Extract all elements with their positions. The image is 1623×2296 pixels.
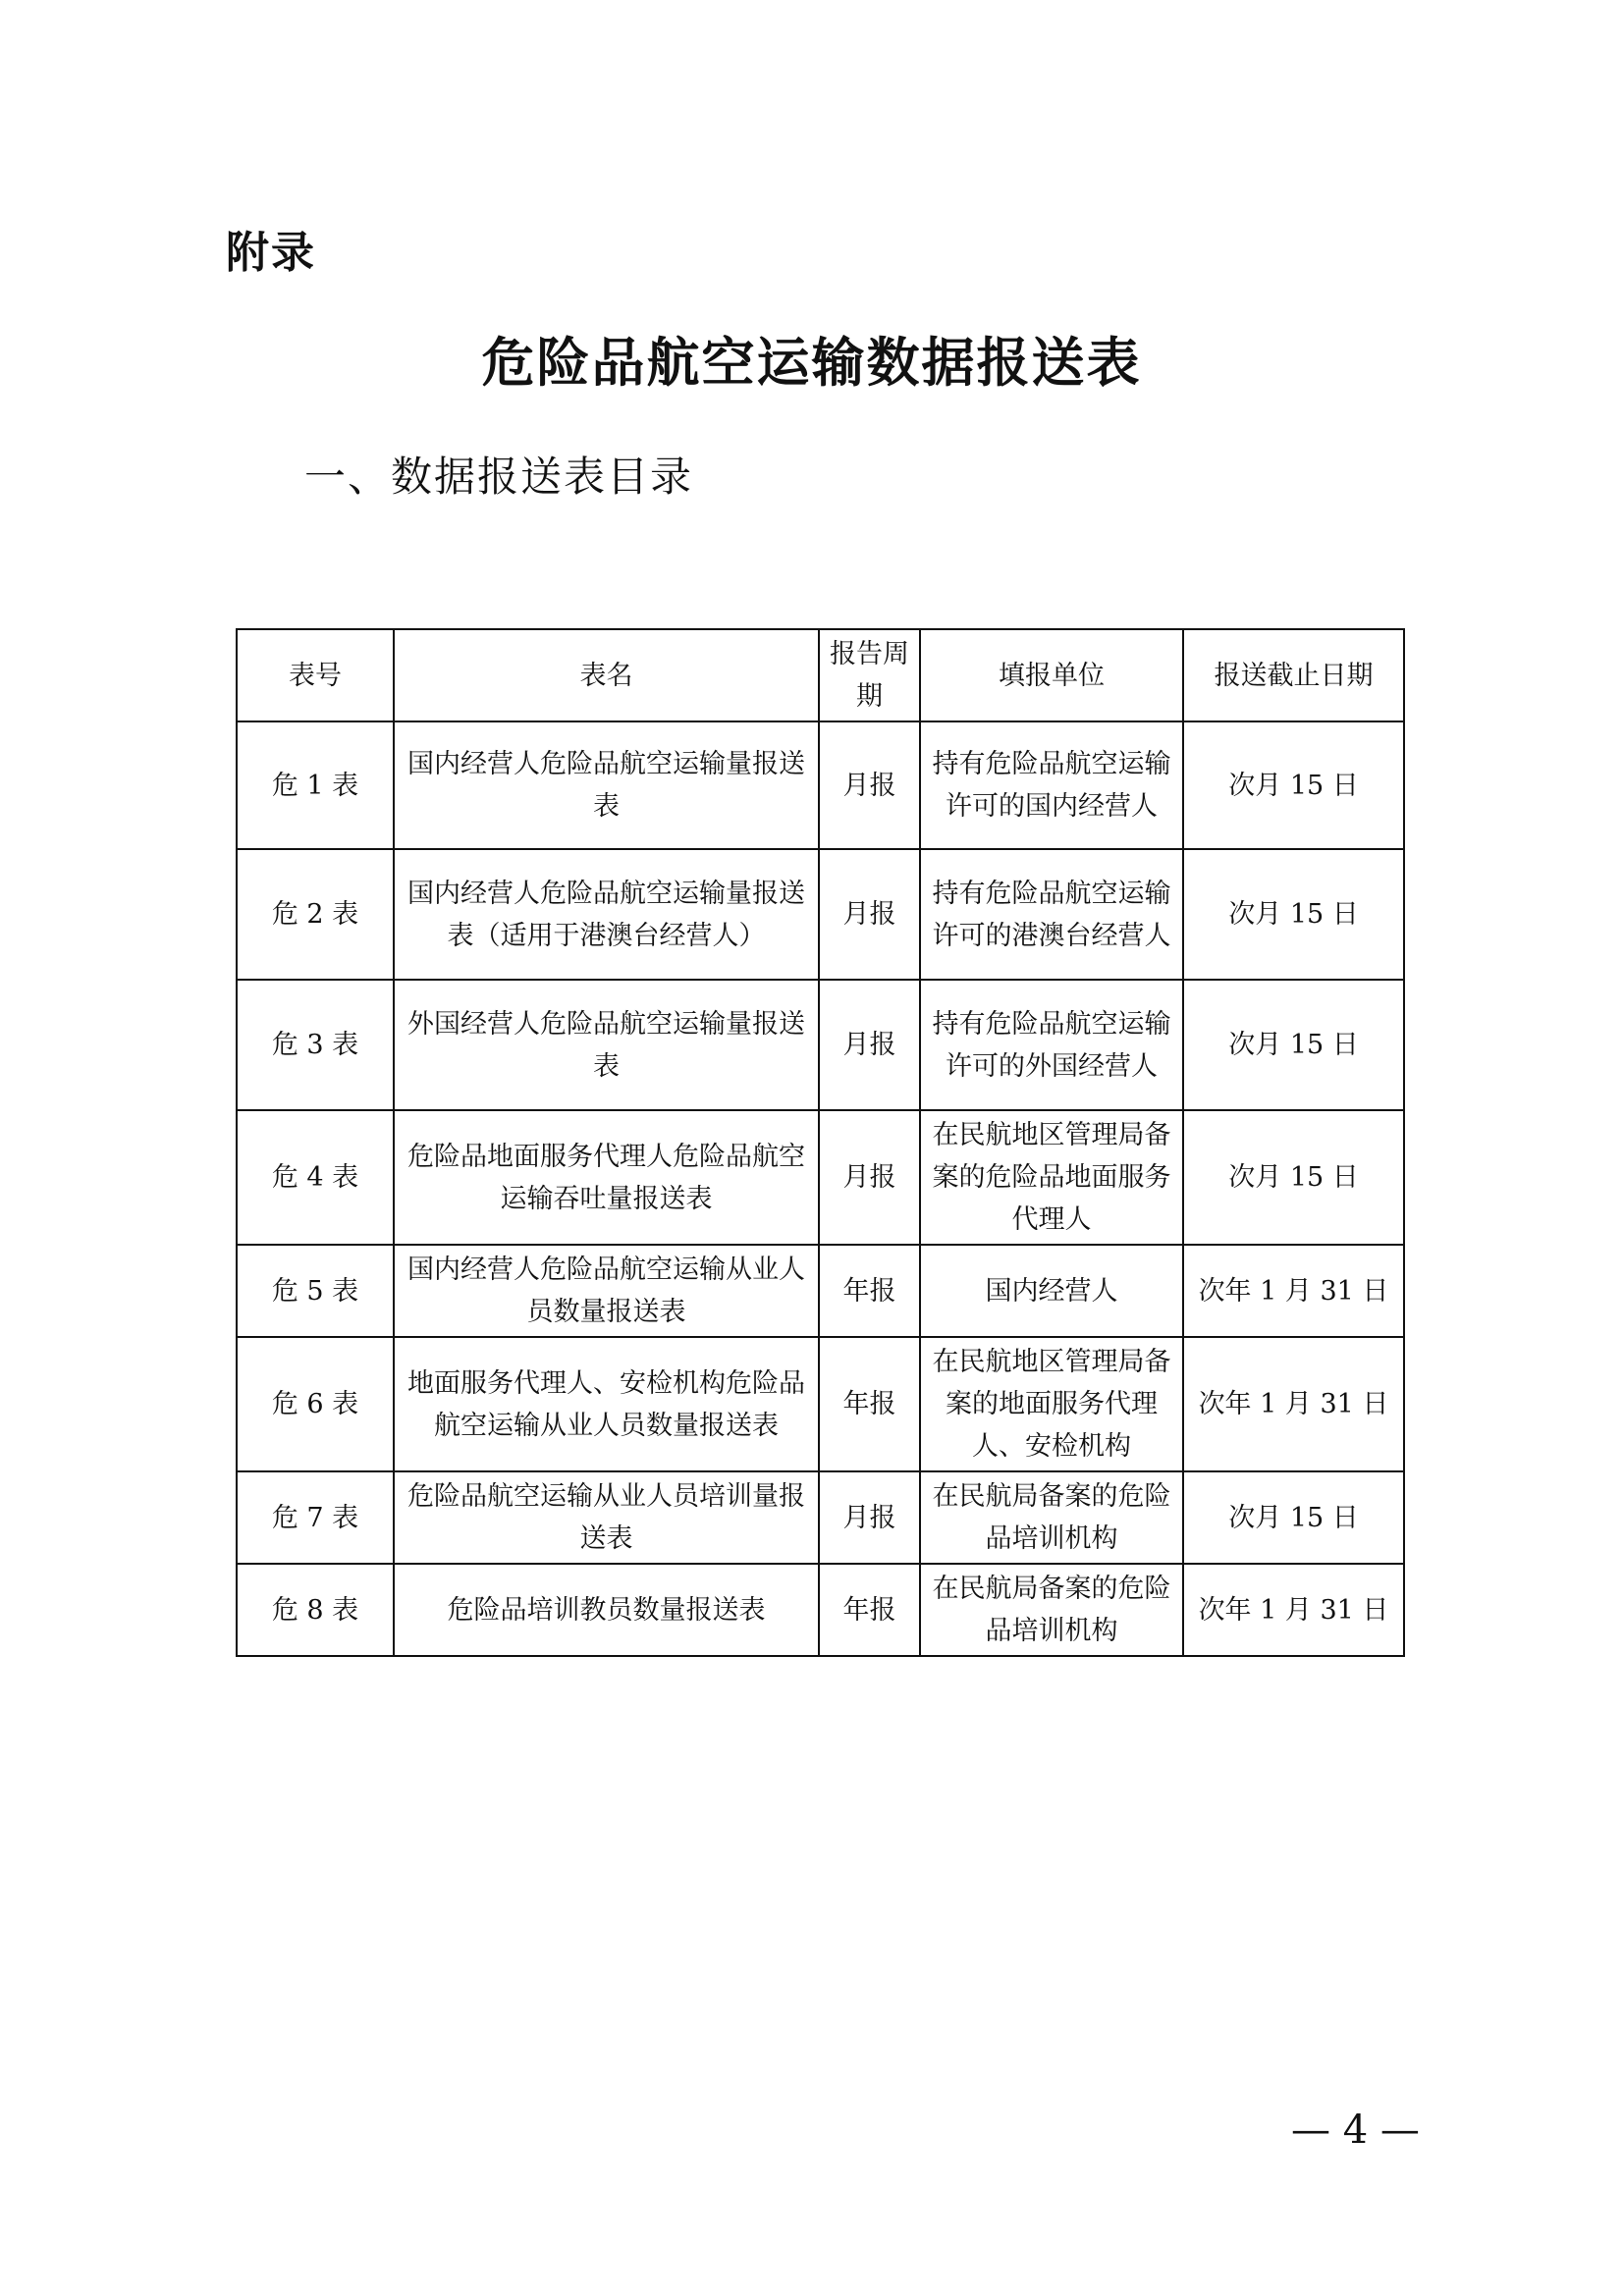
cell-deadline: 次年 1 月 31 日 xyxy=(1183,1337,1404,1471)
cell-table-no: 危 4 表 xyxy=(237,1110,394,1245)
cell-deadline: 次月 15 日 xyxy=(1183,721,1404,849)
cell-reporting-unit: 在民航地区管理局备案的地面服务代理人、安检机构 xyxy=(920,1337,1183,1471)
cell-table-no: 危 6 表 xyxy=(237,1337,394,1471)
cell-reporting-unit: 国内经营人 xyxy=(920,1245,1183,1337)
report-catalog-table xyxy=(236,628,1405,1657)
header-report-period: 报告周期 xyxy=(819,629,920,721)
cell-table-name: 地面服务代理人、安检机构危险品航空运输从业人员数量报送表 xyxy=(394,1337,819,1471)
cell-table-no: 危 3 表 xyxy=(237,980,394,1110)
table-row xyxy=(237,1564,1404,1656)
table-row xyxy=(237,849,1404,980)
cell-reporting-unit: 持有危险品航空运输许可的外国经营人 xyxy=(920,980,1183,1110)
table-row xyxy=(237,721,1404,849)
cell-reporting-unit: 持有危险品航空运输许可的港澳台经营人 xyxy=(920,849,1183,980)
cell-reporting-unit: 持有危险品航空运输许可的国内经营人 xyxy=(920,721,1183,849)
cell-reporting-unit: 在民航局备案的危险品培训机构 xyxy=(920,1471,1183,1564)
cell-report-period: 年报 xyxy=(819,1564,920,1656)
cell-report-period: 年报 xyxy=(819,1337,920,1471)
table-row xyxy=(237,1245,1404,1337)
cell-deadline: 次月 15 日 xyxy=(1183,980,1404,1110)
table-row xyxy=(237,1337,1404,1471)
cell-table-name: 国内经营人危险品航空运输从业人员数量报送表 xyxy=(394,1245,819,1337)
header-reporting-unit: 填报单位 xyxy=(920,629,1183,721)
header-deadline: 报送截止日期 xyxy=(1183,629,1404,721)
cell-table-no: 危 7 表 xyxy=(237,1471,394,1564)
header-table-no: 表号 xyxy=(237,629,394,721)
cell-table-name: 国内经营人危险品航空运输量报送表（适用于港澳台经营人） xyxy=(394,849,819,980)
header-table-name: 表名 xyxy=(394,629,819,721)
cell-deadline: 次月 15 日 xyxy=(1183,849,1404,980)
cell-report-period: 月报 xyxy=(819,1471,920,1564)
cell-report-period: 年报 xyxy=(819,1245,920,1337)
table-row xyxy=(237,980,1404,1110)
cell-report-period: 月报 xyxy=(819,721,920,849)
cell-table-no: 危 1 表 xyxy=(237,721,394,849)
cell-deadline: 次月 15 日 xyxy=(1183,1110,1404,1245)
cell-table-name: 危险品航空运输从业人员培训量报送表 xyxy=(394,1471,819,1564)
cell-table-name: 危险品培训教员数量报送表 xyxy=(394,1564,819,1656)
appendix-label: 附录 xyxy=(226,228,316,278)
table-row xyxy=(237,1471,1404,1564)
section-heading: 一、数据报送表目录 xyxy=(304,453,694,501)
cell-report-period: 月报 xyxy=(819,849,920,980)
cell-deadline: 次年 1 月 31 日 xyxy=(1183,1564,1404,1656)
table-row xyxy=(237,1110,1404,1245)
cell-deadline: 次月 15 日 xyxy=(1183,1471,1404,1564)
cell-table-no: 危 2 表 xyxy=(237,849,394,980)
cell-reporting-unit: 在民航地区管理局备案的危险品地面服务代理人 xyxy=(920,1110,1183,1245)
cell-reporting-unit: 在民航局备案的危险品培训机构 xyxy=(920,1564,1183,1656)
table-header-row xyxy=(237,629,1404,721)
cell-report-period: 月报 xyxy=(819,1110,920,1245)
cell-deadline: 次年 1 月 31 日 xyxy=(1183,1245,1404,1337)
cell-report-period: 月报 xyxy=(819,980,920,1110)
document-title: 危险品航空运输数据报送表 xyxy=(481,331,1142,394)
cell-table-no: 危 8 表 xyxy=(237,1564,394,1656)
page-number: — 4 — xyxy=(1291,2108,1420,2153)
cell-table-name: 国内经营人危险品航空运输量报送表 xyxy=(394,721,819,849)
cell-table-no: 危 5 表 xyxy=(237,1245,394,1337)
cell-table-name: 危险品地面服务代理人危险品航空运输吞吐量报送表 xyxy=(394,1110,819,1245)
cell-table-name: 外国经营人危险品航空运输量报送表 xyxy=(394,980,819,1110)
